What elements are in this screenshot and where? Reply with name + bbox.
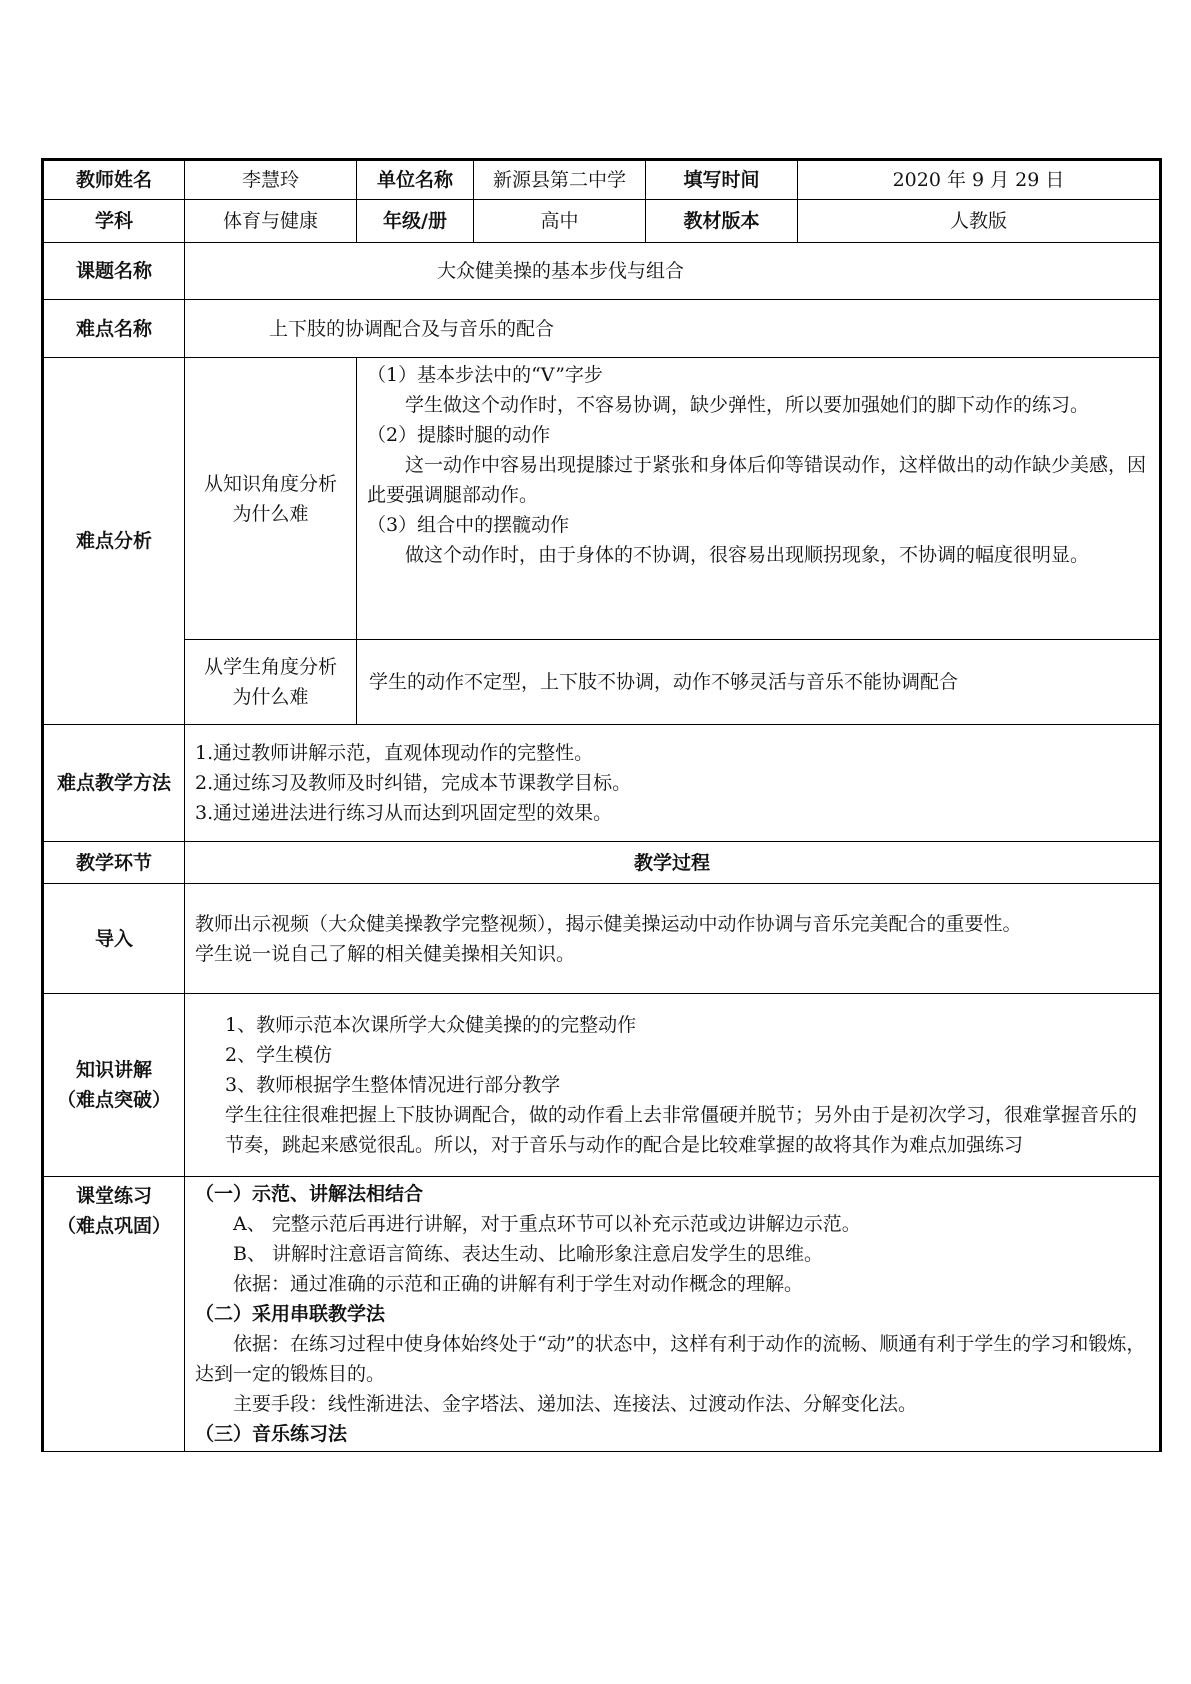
practice-means: 主要手段：线性渐进法、金字塔法、递加法、连接法、过渡动作法、分解变化法。 (233, 1393, 918, 1415)
analysis-label: 难点分析 (43, 358, 185, 725)
practice-heading-3: （三）音乐练习法 (195, 1423, 348, 1445)
method-line-2: 2.通过练习及教师及时纠错，完成本节课教学目标。 (195, 772, 632, 794)
date-label: 填写时间 (646, 160, 798, 200)
unit-value: 新源县第二中学 (474, 160, 646, 200)
intro-content (185, 884, 1161, 994)
knowledge-step-1: 1、教师示范本次课所学大众健美操的的完整动作 (225, 1014, 637, 1036)
subject-label: 学科 (43, 200, 185, 243)
stage-header: 教学环节 (43, 842, 185, 884)
practice-content (185, 1177, 1161, 1452)
knowledge-stage-label (43, 994, 185, 1177)
practice-heading-1: （一）示范、讲解法相结合 (195, 1183, 424, 1205)
method-line-3: 3.通过递进法进行练习从而达到巩固定型的效果。 (195, 802, 613, 824)
unit-label: 单位名称 (357, 160, 474, 200)
practice-basis-1: 依据：通过准确的示范和正确的讲解有利于学生对动作概念的理解。 (233, 1273, 804, 1295)
practice-heading-2: （二）采用串联教学法 (195, 1303, 386, 1325)
method-label: 难点教学方法 (43, 725, 185, 842)
subject-value: 体育与健康 (185, 200, 357, 243)
practice-stage-label (43, 1177, 185, 1452)
edition-label: 教材版本 (646, 200, 798, 243)
edition-value: 人教版 (798, 200, 1161, 243)
knowledge-item-2-text: 这一动作中容易出现提膝过于紧张和身体后仰等错误动作，这样做出的动作缺少美感，因此要强调腿部动作。 (367, 454, 1147, 506)
process-header: 教学过程 (185, 842, 1161, 884)
knowledge-stage-label-2: （难点突破） (56, 1089, 171, 1111)
student-angle-label: 从学生角度分析为什么难 (185, 640, 357, 725)
knowledge-item-1-title: （1）基本步法中的“V”字步 (367, 364, 603, 386)
practice-stage-label-2: （难点巩固） (56, 1215, 171, 1237)
difficulty-value: 上下肢的协调配合及与音乐的配合 (185, 300, 1161, 358)
practice-a: A、 完整示范后再进行讲解，对于重点环节可以补充示范或边讲解边示范。 (233, 1213, 861, 1235)
knowledge-content (185, 994, 1161, 1177)
practice-stage-label-1: 课堂练习 (75, 1185, 152, 1207)
knowledge-item-3-text: 做这个动作时，由于身体的不协调，很容易出现顺拐现象，不协调的幅度很明显。 (405, 544, 1090, 566)
method-line-1: 1.通过教师讲解示范，直观体现动作的完整性。 (195, 742, 594, 764)
knowledge-analysis (357, 358, 1161, 640)
knowledge-angle-label: 从知识角度分析为什么难 (185, 358, 357, 640)
knowledge-item-1-text: 学生做这个动作时，不容易协调，缺少弹性，所以要加强她们的脚下动作的练习。 (405, 394, 1090, 416)
knowledge-item-2-title: （2）提膝时腿的动作 (367, 424, 551, 446)
difficulty-label: 难点名称 (43, 300, 185, 358)
knowledge-stage-label-1: 知识讲解 (75, 1059, 152, 1081)
knowledge-paragraph: 学生往往很难把握上下肢协调配合，做的动作看上去非常僵硬并脱节；另外由于是初次学习，很难掌握音乐的节奏，跳起来感觉很乱。所以，对于音乐与动作的配合是比较难掌握的故将其作为难点加强练习 (225, 1104, 1138, 1156)
topic-value: 大众健美操的基本步伐与组合 (185, 243, 1161, 300)
knowledge-step-3: 3、教师根据学生整体情况进行部分教学 (225, 1074, 561, 1096)
knowledge-step-2: 2、学生模仿 (225, 1044, 333, 1066)
student-analysis: 学生的动作不定型，上下肢不协调，动作不够灵活与音乐不能协调配合 (357, 640, 1161, 725)
date-value: 2020 年 9 月 29 日 (798, 160, 1161, 200)
topic-label: 课题名称 (43, 243, 185, 300)
intro-line-2: 学生说一说自己了解的相关健美操相关知识。 (195, 942, 576, 965)
intro-label: 导入 (43, 884, 185, 994)
teacher-label: 教师姓名 (43, 160, 185, 200)
method-content (185, 725, 1161, 842)
grade-value: 高中 (474, 200, 646, 243)
practice-basis-2: 依据：在练习过程中使身体始终处于“动”的状态中，这样有利于动作的流畅、顺通有利于学生的学习和锻炼，达到一定的锻炼目的。 (195, 1333, 1146, 1385)
knowledge-item-3-title: （3）组合中的摆髋动作 (367, 514, 570, 536)
practice-b: B、 讲解时注意语言简练、表达生动、比喻形象注意启发学生的思维。 (233, 1243, 824, 1265)
teacher-value: 李慧玲 (185, 160, 357, 200)
lesson-plan-table (41, 158, 1162, 1452)
intro-line-1: 教师出示视频（大众健美操教学完整视频），揭示健美操运动中动作协调与音乐完美配合的重要性。 (195, 912, 1022, 935)
grade-label: 年级/册 (357, 200, 474, 243)
